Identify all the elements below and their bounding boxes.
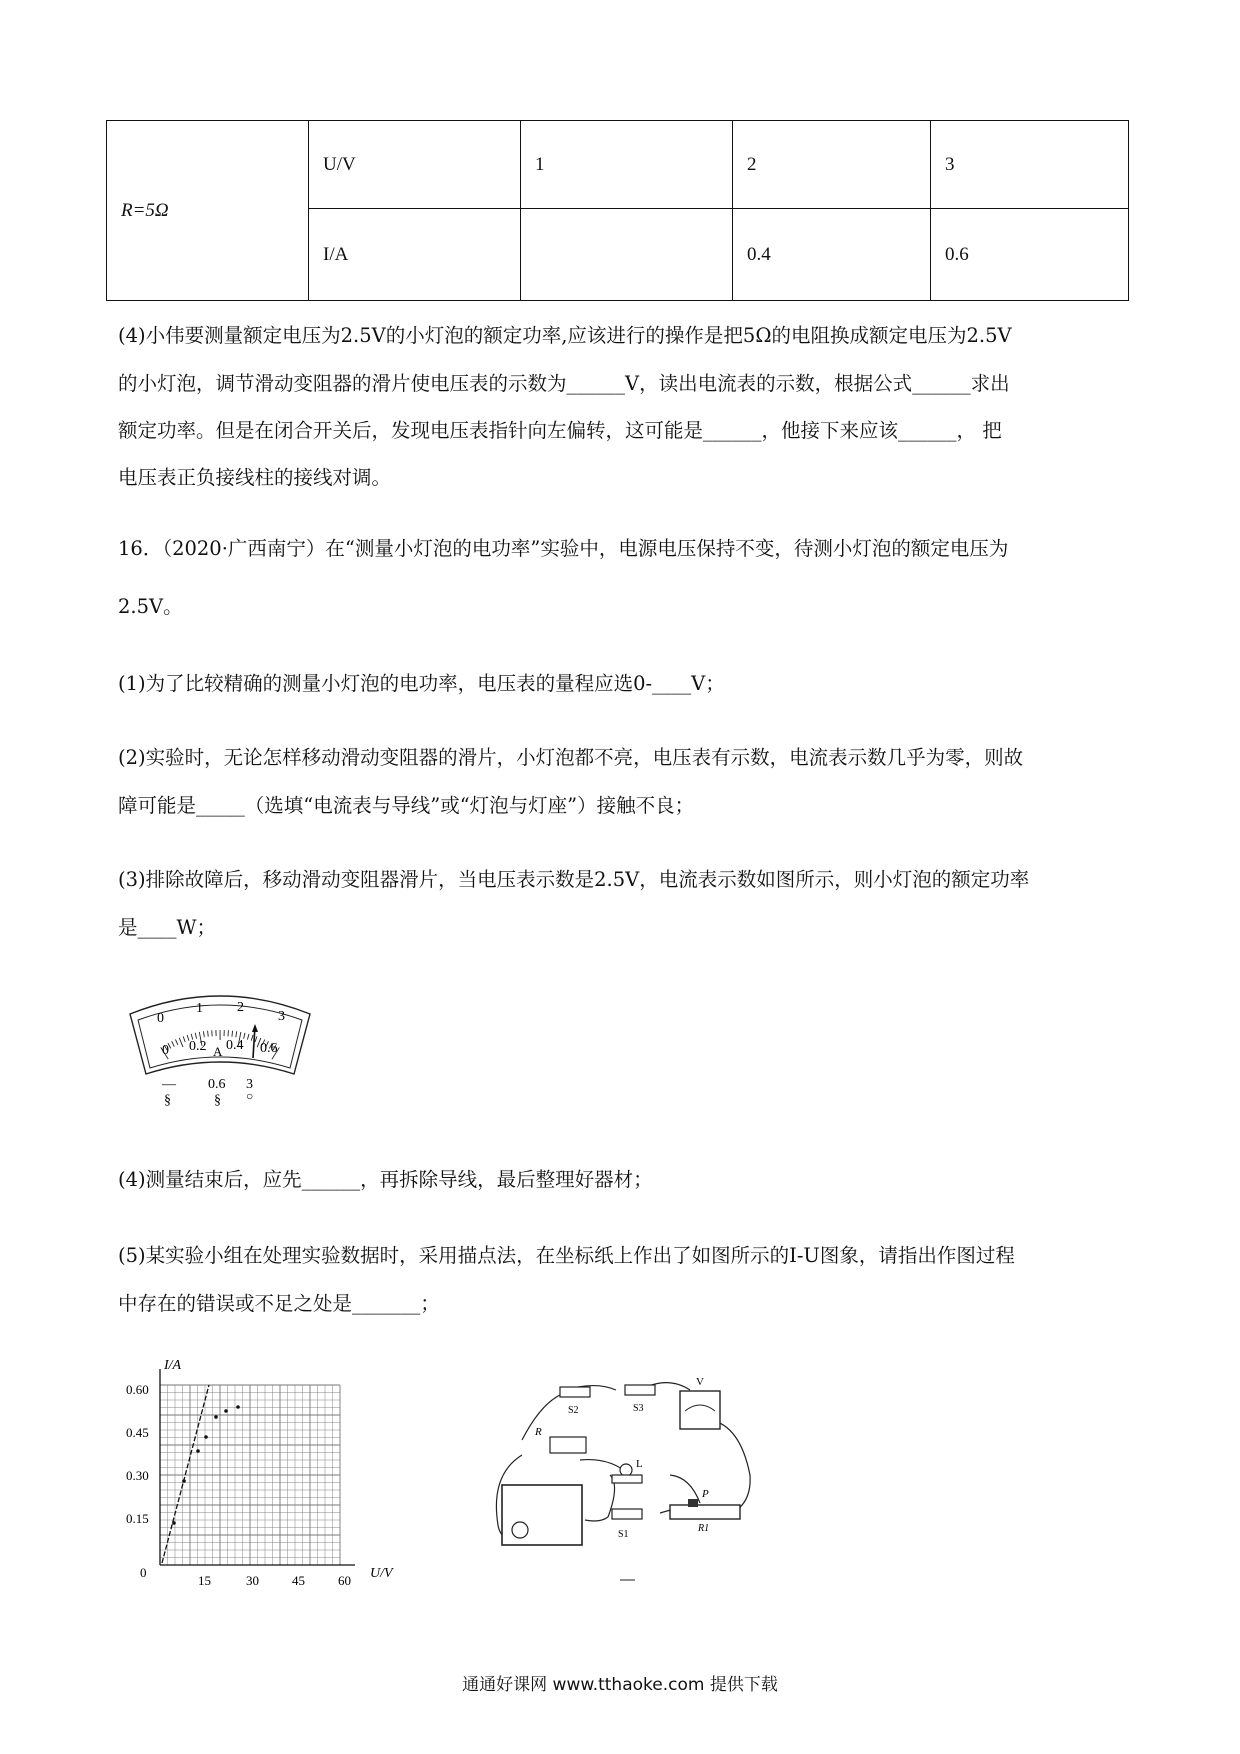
switch-s2 [560,1387,590,1397]
terminal-screw: § [164,1093,171,1108]
circuit-label: S3 [633,1403,644,1414]
q16-part3-line2: 是____W； [118,916,217,939]
graph-data-point [224,1409,228,1413]
table-cell [931,121,1129,209]
graph-y-tick: 0.60 [126,1382,149,1397]
circuit-label: R1 [698,1523,710,1534]
resistor-r [550,1437,586,1453]
circuit-label: P [702,1488,709,1500]
q15-4-line2: 的小灯泡，调节滑动变阻器的滑片使电压表的示数为______V，读出电流表的示数，根据公式______求出 [118,372,1010,395]
data-table [106,120,1129,301]
ammeter-tick [255,1036,257,1042]
resistance-cell [107,121,309,301]
circuit-label: S1 [618,1529,629,1540]
q16-part4: (4)测量结束后，应先______，再拆除导线，最后整理好器材； [118,1168,653,1191]
current-value: 0.4 [747,243,771,265]
ammeter-tick [175,1039,177,1044]
graph-x-tick: 15 [198,1573,211,1588]
page-footer: 通通好课网 www.tthaoke.com 提供下载 [462,1675,778,1695]
current-value: 0.6 [945,243,969,265]
graph-data-point [236,1405,240,1409]
graph-x-tick: 45 [292,1573,305,1588]
terminal-label-negative: — [162,1077,176,1092]
ammeter-bottom-label: 0.6 [260,1041,278,1056]
table-cell [521,121,733,209]
ammeter-tick [203,1031,204,1037]
circuit-label: V [696,1376,704,1388]
ammeter-tick [251,1035,253,1041]
ammeter-tick [195,1033,196,1039]
circuit-label: S2 [568,1405,579,1416]
graph-data-point [172,1521,176,1525]
rheostat-slider [688,1499,698,1507]
current-header [309,209,521,301]
ammeter-top-label: 1 [196,1001,203,1016]
table-cell [733,209,931,301]
table-cell [931,209,1129,301]
current-header-text: I/A [323,243,349,265]
graph-x-tick: 60 [338,1573,351,1588]
switch-s1 [612,1509,642,1519]
resistance-label: R=5Ω [121,199,169,221]
ammeter-top-label: 3 [278,1009,285,1024]
circuit-label: R [535,1426,542,1438]
voltage-value: 1 [535,153,545,175]
terminal-label-3: 3 [246,1077,253,1092]
rheostat-r1 [670,1505,740,1519]
table-cell [521,209,733,301]
ammeter-needle-tip [252,1024,258,1032]
ammeter-tick [208,1031,209,1037]
table-cell [733,121,931,209]
lamp-l [620,1464,632,1476]
graph-origin-label: 0 [140,1565,147,1580]
circuit-label: L [636,1458,643,1470]
graph-y-label: I/A [164,1358,182,1373]
ammeter-tick [247,1034,249,1040]
q15-4-line3: 额定功率。但是在闭合开关后，发现电压表指针向左偏转，这可能是______，他接下来应该______， 把 [118,419,1002,442]
graph-y-tick: 0.15 [126,1511,149,1526]
graph-data-point [214,1415,218,1419]
terminal-label-0-6: 0.6 [208,1077,226,1092]
ammeter-top-label: 2 [237,1000,244,1015]
voltage-value: 2 [747,153,757,175]
ammeter-bottom-label: 0.4 [226,1038,244,1053]
graph-x-label: U/V [370,1566,393,1581]
graph-data-point [182,1479,186,1483]
voltage-header-text: U/V [323,153,356,175]
graph-y-tick: 0.45 [126,1425,149,1440]
switch-s3 [625,1385,655,1395]
ammeter-tick [179,1038,183,1047]
q16-intro-line1: 16．（2020·广西南宁）在“测量小灯泡的电功率”实验中，电源电压保持不变，待测小灯泡的额定电压为 [118,537,1009,560]
terminal-screw: § [214,1093,221,1108]
i-u-graph [110,1355,410,1595]
ammeter-bottom-label: 0 [162,1043,169,1058]
lamp-base [612,1475,642,1483]
ammeter-tick [183,1036,185,1042]
ammeter-tick [236,1031,237,1037]
ammeter-bottom-label: 0.2 [189,1039,207,1054]
ammeter-tick [244,1033,245,1039]
graph-fit-line [162,1385,209,1563]
q16-part3-line1: (3)排除故障后，移动滑动变阻器滑片，当电压表示数是2.5V，电流表示数如图所示，则小灯泡的额定功率 [118,868,1030,891]
q16-part5-line2: 中存在的错误或不足之处是_______； [118,1292,440,1315]
ammeter-tick [232,1031,233,1037]
q15-4-line1: (4)小伟要测量额定电压为2.5V的小灯泡的额定功率,应该进行的操作是把5Ω的电阻换成额定电压为2.5V [118,324,1012,347]
ammeter-unit: A [213,1044,223,1059]
graph-y-tick: 0.30 [126,1468,149,1483]
graph-data-point [204,1435,208,1439]
q16-part1: (1)为了比较精确的测量小灯泡的电功率，电压表的量程应选0-____V； [118,672,725,695]
ammeter-tick [172,1041,175,1046]
terminal-screw: ○ [246,1089,254,1103]
graph-data-point [196,1449,200,1453]
ammeter-top-label: 0 [157,1011,164,1026]
q15-4-line4: 电压表正负接线柱的接线对调。 [118,466,392,489]
voltage-value: 3 [945,153,955,175]
circuit-diagram [480,1365,770,1585]
q16-part5-line1: (5)某实验小组在处理实验数据时，采用描点法，在坐标纸上作出了如图所示的I-U图象，请指出作图过程 [118,1244,1015,1267]
q16-intro-line2: 2.5V。 [118,595,183,618]
q16-part2-line1: (2)实验时，无论怎样移动滑动变阻器的滑片，小灯泡都不亮，电压表有示数，电流表示数几乎为零，则故 [118,746,1024,769]
voltage-header [309,121,521,209]
q16-part2-line2: 障可能是_____（选填“电流表与导线”或“灯泡与灯座”）接触不良； [118,794,695,817]
graph-grid [160,1385,340,1565]
ammeter-figure [122,990,322,1115]
graph-x-tick: 30 [246,1573,259,1588]
